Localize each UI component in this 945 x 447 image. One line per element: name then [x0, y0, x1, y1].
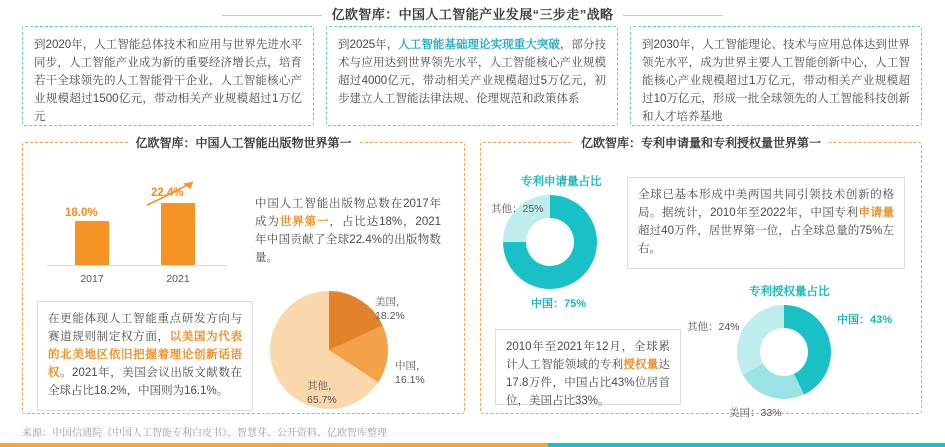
page-title-text: 亿欧智库：中国人工智能产业发展“三步走”战略 — [331, 7, 614, 22]
bottom-accent-bar — [0, 443, 945, 447]
text-run: ，部分技术与应用达到世界领先水平，人工智能核心产业规模超过4000亿元，带动相关产业规模超过5万亿元，初步建立人工智能法律法规、伦理规范和政策体系 — [338, 39, 607, 105]
donut-hole — [526, 218, 574, 266]
publications-bar-chart — [37, 175, 233, 283]
patents-bottom-text — [495, 329, 681, 405]
panel-publications-title: 亿欧智库：中国人工智能出版物世界第一 — [127, 134, 359, 151]
donut2-label-china: 中国：43% — [837, 314, 893, 326]
step-box-2025 — [326, 26, 618, 126]
text-run: 以美国为代表的北美地区依旧把握着理论创新话语权 — [48, 331, 243, 379]
bar-2017 — [75, 221, 109, 265]
bar-label-2017: 2017 — [80, 273, 104, 285]
patent-applications-subtitle: 专利申请量占比 — [521, 176, 602, 188]
publications-top-text — [245, 187, 451, 279]
pie-label-other: 其他， 65.7% — [307, 380, 339, 406]
text-run: 申请量 — [858, 207, 895, 219]
title-rule-right — [623, 15, 723, 16]
pie-label-us: 美国， 18.2% — [375, 296, 407, 322]
bar-value-2017: 18.0% — [65, 207, 98, 219]
text-run: 到2030年，人工智能理论、技术与应用总体达到世界领先水平，成为世界主要人工智能创新中心，人工智能核心产业规模超过1万亿元，带动相关产业规模超过10万亿元，形成一批全球领先的人工智能科技创新和人才培养基地 — [642, 39, 910, 123]
text-run: 在更能体现人工智能重点研发方向与赛道规则制定权方面， — [48, 313, 242, 343]
bar-2021 — [161, 203, 195, 265]
panel-patents-title: 亿欧智库：专利申请量和专利授权量世界第一 — [573, 134, 829, 151]
source-note: 来源：中国信通院《中国人工智能专利白皮书》、智慧芽、公开资料、亿欧智库整理 — [22, 428, 387, 439]
text-run: 世界第一 — [279, 216, 330, 228]
patent-grants-donut — [737, 305, 831, 399]
publications-bottom-text — [37, 301, 253, 411]
page-title — [0, 4, 945, 23]
text-run: 2010年至2021年12月，全球累计人工智能领域的专利 — [506, 341, 670, 371]
panel-publications — [22, 136, 465, 414]
text-run: 达17.8万件，中国占比43%位居首位，美国占比33%。 — [506, 359, 671, 407]
donut2-label-us: 美国：33% — [729, 407, 782, 419]
pie-label-cn: 中国， 16.1% — [395, 360, 427, 386]
text-run: 。2021年，美国会议出版文献数在全球占比18.2%，中国则为16.1%。 — [48, 367, 242, 397]
step-box-2030 — [630, 26, 922, 126]
donut2-label-other: 其他：24% — [687, 321, 740, 333]
three-step-strategy-boxes — [22, 26, 922, 126]
text-run: ，占比达18%，2021年中国贡献了全球22.4%的出版物数量。 — [255, 216, 442, 264]
bar-label-2021: 2021 — [166, 273, 190, 285]
donut1-label-other: 其他：25% — [491, 203, 544, 215]
text-run: 授权量 — [623, 359, 659, 371]
text-run: 中国人工智能出版物总数在2017年成为 — [255, 198, 441, 228]
text-run: 人工智能基础理论实现重大突破 — [398, 39, 560, 51]
step-box-2020 — [22, 26, 314, 126]
text-run: 到2025年， — [338, 39, 399, 51]
patent-grants-subtitle: 专利授权量占比 — [749, 286, 830, 298]
patents-top-text — [627, 177, 905, 269]
panel-patents — [480, 136, 922, 419]
bar-axis-line — [47, 265, 227, 266]
donut1-label-china: 中国：75% — [531, 298, 587, 310]
text-run: 超过40万件，居世界第一位，占全球总量的75%左右。 — [638, 225, 894, 255]
bar-value-2021: 22.4% — [151, 187, 184, 199]
text-run: 全球已基本形成中美两国共同引领技术创新的格局。据统计，2010年至2022年，中国专利 — [638, 189, 894, 219]
trend-arrow-icon — [145, 179, 199, 207]
title-rule-left — [222, 15, 322, 16]
text-run: 到2020年，人工智能总体技术和应用与世界先进水平同步，人工智能产业成为新的重要经济增长点，培育若干全球领先的人工智能骨干企业，人工智能核心产业规模超过1500亿元，带动相关产业规模超过1万亿元 — [34, 39, 302, 123]
donut-hole — [760, 328, 808, 376]
